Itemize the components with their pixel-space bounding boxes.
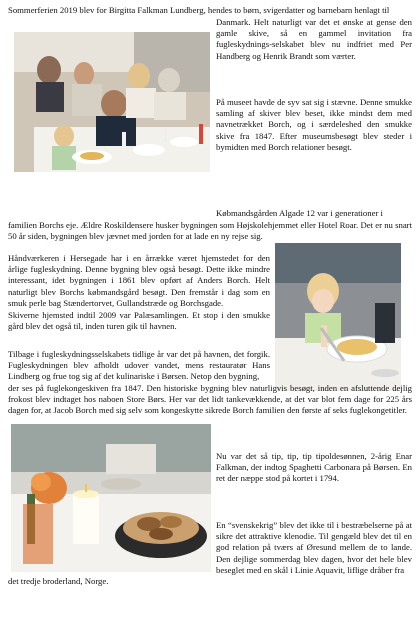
intro-paragraph-cont: Danmark. Helt naturligt var det et ønske at gense den gamle skive, så en gammel invitation fra fugleskydnings-selskabet blev nu indfriet med Per Handberg og Henrik Brandt som værter. [216, 17, 412, 61]
havnen-paragraph: der ses på fuglekongeskiven fra 1847. Den historiske bygning blev naturligvis besøgt, inden en afsluttende dejlig frokost blev indtaget hos naboen Store Børs. Her var det lidt tankevækkende, at det var blot fem dage for 225 års dagen for, at Jacob Borch med sig selv som kongeskytte sikrede Borch familien den første af seks fuglekongetitler. [8, 383, 412, 416]
table-candle-bread-photo [11, 424, 211, 572]
havnen-paragraph-top: Tilbage i fugleskydningsselskabets tidlige år var det på havnen, det forgik. Fugleskydningen blev afholdt udover vandet, mens restauratør Hans Lindberg og frue tog sig af det kulinariske i Børsen. Netop den bygning, [8, 349, 270, 382]
tip-paragraph: Nu var det så tip, tip, tip tipoldesønnen, 2-årig Enar Falkman, der indtog Spaghetti Carbonara på Børsen. En ret der næppe stod på kortet i 1794. [216, 451, 412, 484]
kobmandsgaard-paragraph: familien Borchs eje. Ældre Roskildensere husker bygningen som Højskolehjemmet eller Hotel Roar. Det er nu snart 50 år siden, bygningen blev jævnet med jorden for at lade en ny rejse sig. [8, 220, 412, 242]
svenskekrig-paragraph-end: det tredje broderland, Norge. [8, 576, 109, 586]
child-spaghetti-photo [275, 243, 401, 391]
haandvaerker-paragraph: Håndværkeren i Hersegade har i en årrække været hjemstedet for den årlige fugleskydning. Denne bygning blev også besøgt. Dette ikke mindre interessant, idet bygningen i 1861 blev opført af Anders Borch. Helt naturligt blev Borchs købmandsgård besøgt. Den fremstår i dag som en smuk perle bag Stændertorvet, Gullandstræde og Borchsgade. [8, 253, 270, 308]
museum-paragraph: På museet havde de syv sat sig i stævne. Denne smukke samling af skiver blev beset, ikke mindst dem med navnetrækket Borch, og i særdeleshed den smukke skive fra 1847. Efter museumsbesøgt blev steder i bymidten med Borch relationer besøgt. [216, 97, 412, 152]
svenskekrig-paragraph-top: En “svenskekrig” blev det ikke til i bestræbelserne på at sikre det attraktive klenodie. Til gengæld blev det til en god relation på tværs af Øresund mellem de to lande. Den dejlige sommerdag blev dagen, hvor det hele blev beseglet med en skål i Linie Aquavit, liflige dråber fra [216, 520, 412, 575]
kobmandsgaard-paragraph-start: Købmandsgården Algade 12 var i generationer i [216, 208, 383, 218]
family-dinner-photo [14, 32, 210, 172]
skiverne-paragraph: Skiverne hjemsted indtil 2009 var Palæsamlingen. Et stop i den smukke gård blev det også til, inden turen gik til havnen. [8, 310, 270, 332]
intro-paragraph-line1: Sommerferien 2019 blev for Birgitta Falkman Lundberg, hendes to børn, svigerdatter og barnebarn henlagt til [8, 5, 390, 15]
